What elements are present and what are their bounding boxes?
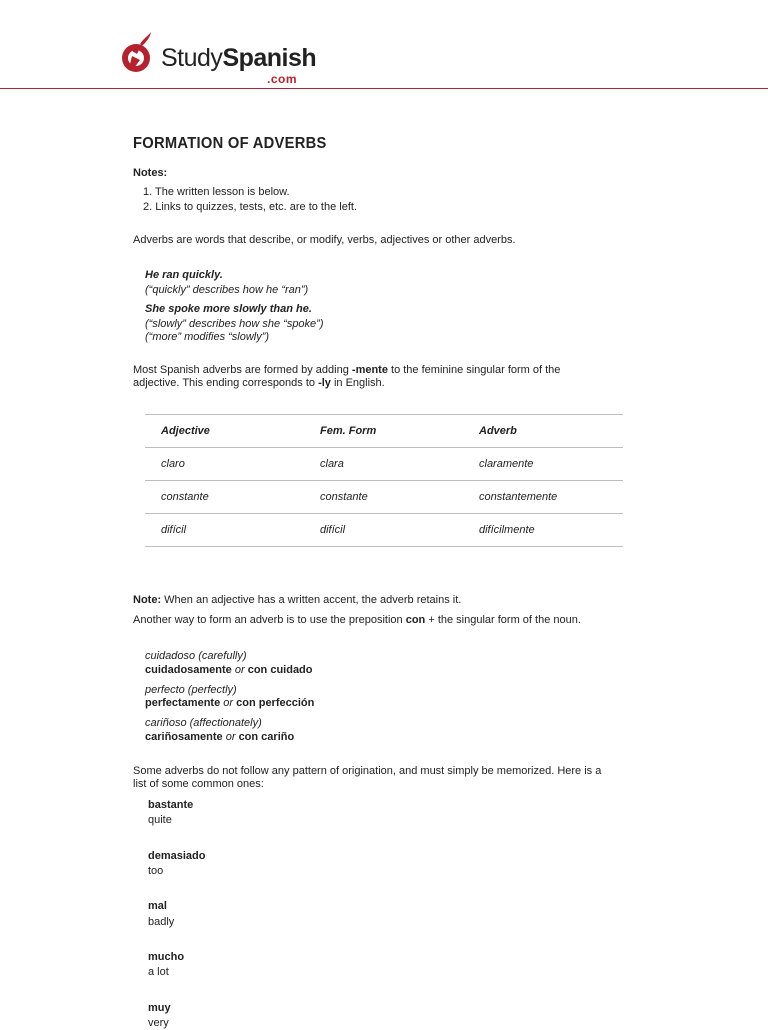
table-cell: constantemente: [463, 481, 623, 514]
table-cell: difícil: [304, 514, 463, 547]
common-meaning: a lot: [148, 966, 169, 978]
common-meaning: very: [148, 1017, 169, 1029]
logo-wordmark: StudySpanish: [161, 44, 317, 72]
example-note: (“slowly” describes how she “spoke”): [145, 318, 324, 330]
con-example-adverb: cuidadosamente or con cuidado: [145, 664, 313, 676]
example-note: (“quickly” describes how he “ran”): [145, 284, 309, 296]
table-row: [145, 481, 623, 514]
site-header: [0, 0, 768, 89]
table-header-row: [145, 415, 623, 448]
table-cell: claramente: [463, 448, 623, 481]
common-word: bastante: [148, 799, 194, 811]
table-header-cell: Adjective: [145, 415, 304, 448]
notes-label: Notes:: [133, 167, 168, 179]
table-cell: clara: [304, 448, 463, 481]
common-word: mal: [148, 900, 167, 912]
common-word: muy: [148, 1002, 171, 1014]
common-word: mucho: [148, 951, 185, 963]
example-sentence: He ran quickly.: [145, 269, 223, 281]
table-cell: constante: [145, 481, 304, 514]
common-meaning: too: [148, 865, 164, 877]
con-note: Another way to form an adverb is to use the preposition con + the singular form of the noun.: [133, 614, 581, 626]
con-example-adverb: perfectamente or con perfección: [145, 697, 315, 709]
flamenco-dancer-icon: [120, 30, 160, 76]
common-intro-line2: list of some common ones:: [133, 778, 264, 790]
notes-item: 2. Links to quizzes, tests, etc. are to the left.: [143, 201, 357, 213]
common-meaning: badly: [148, 916, 175, 928]
common-intro: Some adverbs do not follow any pattern of origination, and must simply be memorized. Here is a: [133, 765, 602, 777]
common-meaning: quite: [148, 814, 172, 826]
site-logo[interactable]: [120, 30, 320, 86]
table-cell: constante: [304, 481, 463, 514]
table-row: [145, 514, 623, 547]
adverb-table: [145, 414, 623, 547]
logo-domain: .com: [267, 72, 298, 86]
table-row: [145, 448, 623, 481]
con-example-adjective: perfecto (perfectly): [145, 684, 237, 696]
table-cell: difícilmente: [463, 514, 623, 547]
example-note: (“more” modifies “slowly”): [145, 331, 270, 343]
con-example-adjective: cuidadoso (carefully): [145, 650, 247, 662]
table-header-cell: Fem. Form: [304, 415, 463, 448]
table-cell: difícil: [145, 514, 304, 547]
con-example-adverb: cariñosamente or con cariño: [145, 731, 295, 743]
formation-paragraph-line2: adjective. This ending corresponds to -ly in English.: [133, 377, 385, 389]
intro-paragraph: Adverbs are words that describe, or modify, verbs, adjectives or other adverbs.: [133, 234, 516, 246]
page-title: FORMATION OF ADVERBS: [133, 135, 327, 152]
accent-note: Note: When an adjective has a written accent, the adverb retains it.: [133, 594, 462, 606]
con-example-adjective: cariñoso (affectionately): [145, 717, 262, 729]
table-cell: claro: [145, 448, 304, 481]
table-header-cell: Adverb: [463, 415, 623, 448]
example-sentence: She spoke more slowly than he.: [145, 303, 312, 315]
notes-item: 1. The written lesson is below.: [143, 186, 290, 198]
common-word: demasiado: [148, 850, 206, 862]
formation-paragraph: Most Spanish adverbs are formed by adding -mente to the feminine singular form of the: [133, 364, 561, 376]
